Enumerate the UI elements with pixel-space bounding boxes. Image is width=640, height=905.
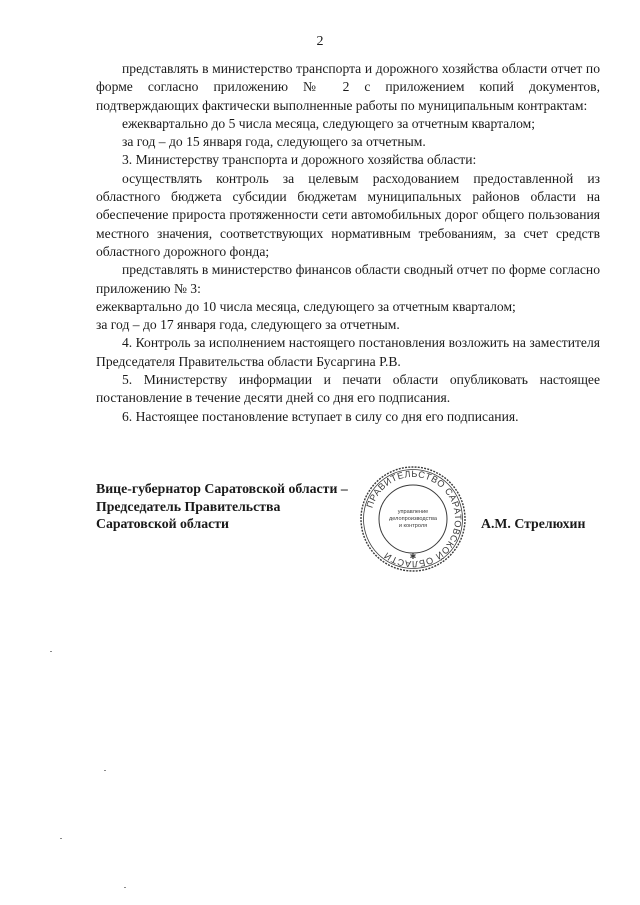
paragraph-report-transport: представлять в министерство транспорта и дорожного хозяйства области отчет по форме согласно приложению № 2 с приложением копий документов, подтверждающих фактически выполненные работы по муниципальным контрактам: (96, 61, 600, 113)
paragraph-yearly-17: за год – до 17 января года, следующего за отчетным. (96, 317, 400, 333)
signatory-title-line-3: Саратовской области (96, 516, 229, 531)
seal-star-icon: ✱ (409, 552, 417, 561)
seal-inner-line-3: и контроля (398, 523, 428, 529)
paragraph-quarterly-10: ежеквартально до 10 числа месяца, следующего за отчетным кварталом; (96, 298, 516, 314)
signatory-title-line-2: Председатель Правительства (96, 498, 281, 514)
official-seal (358, 464, 468, 574)
scan-speck (124, 887, 126, 888)
seal-inner-line-1: управление (397, 509, 429, 515)
signatory-title (96, 480, 348, 533)
document-body (96, 60, 600, 426)
page-number: 2 (316, 34, 324, 49)
signer-name: А.М. Стрелюхин (481, 516, 586, 531)
paragraph-yearly-15: за год – до 15 января года, следующего за отчетным. (122, 134, 426, 150)
paragraph-item-6: 6. Настоящее постановление вступает в силу со дня его подписания. (122, 408, 519, 424)
paragraph-item-5: 5. Министерству информации и печати области опубликовать настоящее постановление в течение десяти дней со дня его подписания. (96, 372, 600, 406)
scan-speck (60, 838, 62, 839)
paragraph-report-finance: представлять в министерство финансов области сводный отчет по форме согласно приложению № 3: (96, 262, 600, 296)
paragraph-quarterly-5: ежеквартально до 5 числа месяца, следующего за отчетным кварталом; (122, 115, 536, 131)
paragraph-item-3: 3. Министерству транспорта и дорожного хозяйства области: (122, 152, 477, 168)
seal-ring-text: ПРАВИТЕЛЬСТВО САРАТОВСКОЙ ОБЛАСТИ (364, 468, 464, 570)
scan-speck (50, 651, 52, 652)
paragraph-item-4: 4. Контроль за исполнением настоящего постановления возложить на заместителя Председателя Правительства области Бусаргина Р.В. (96, 335, 600, 369)
scan-speck (104, 770, 106, 771)
signatory-title-line-1: Вице-губернатор Саратовской области – (96, 481, 348, 496)
seal-inner-line-2: делопроизводства (388, 516, 438, 522)
paragraph-control-subsidy: осуществлять контроль за целевым расходованием предоставленной из областного бюджета субсидии бюджетам муниципальных районов области на обеспечение прироста протяженности сети автомобильных дорог общего пользования местного значения, соответствующих нормативным требованиям, за счет средств областного дорожного фонда; (96, 170, 600, 259)
